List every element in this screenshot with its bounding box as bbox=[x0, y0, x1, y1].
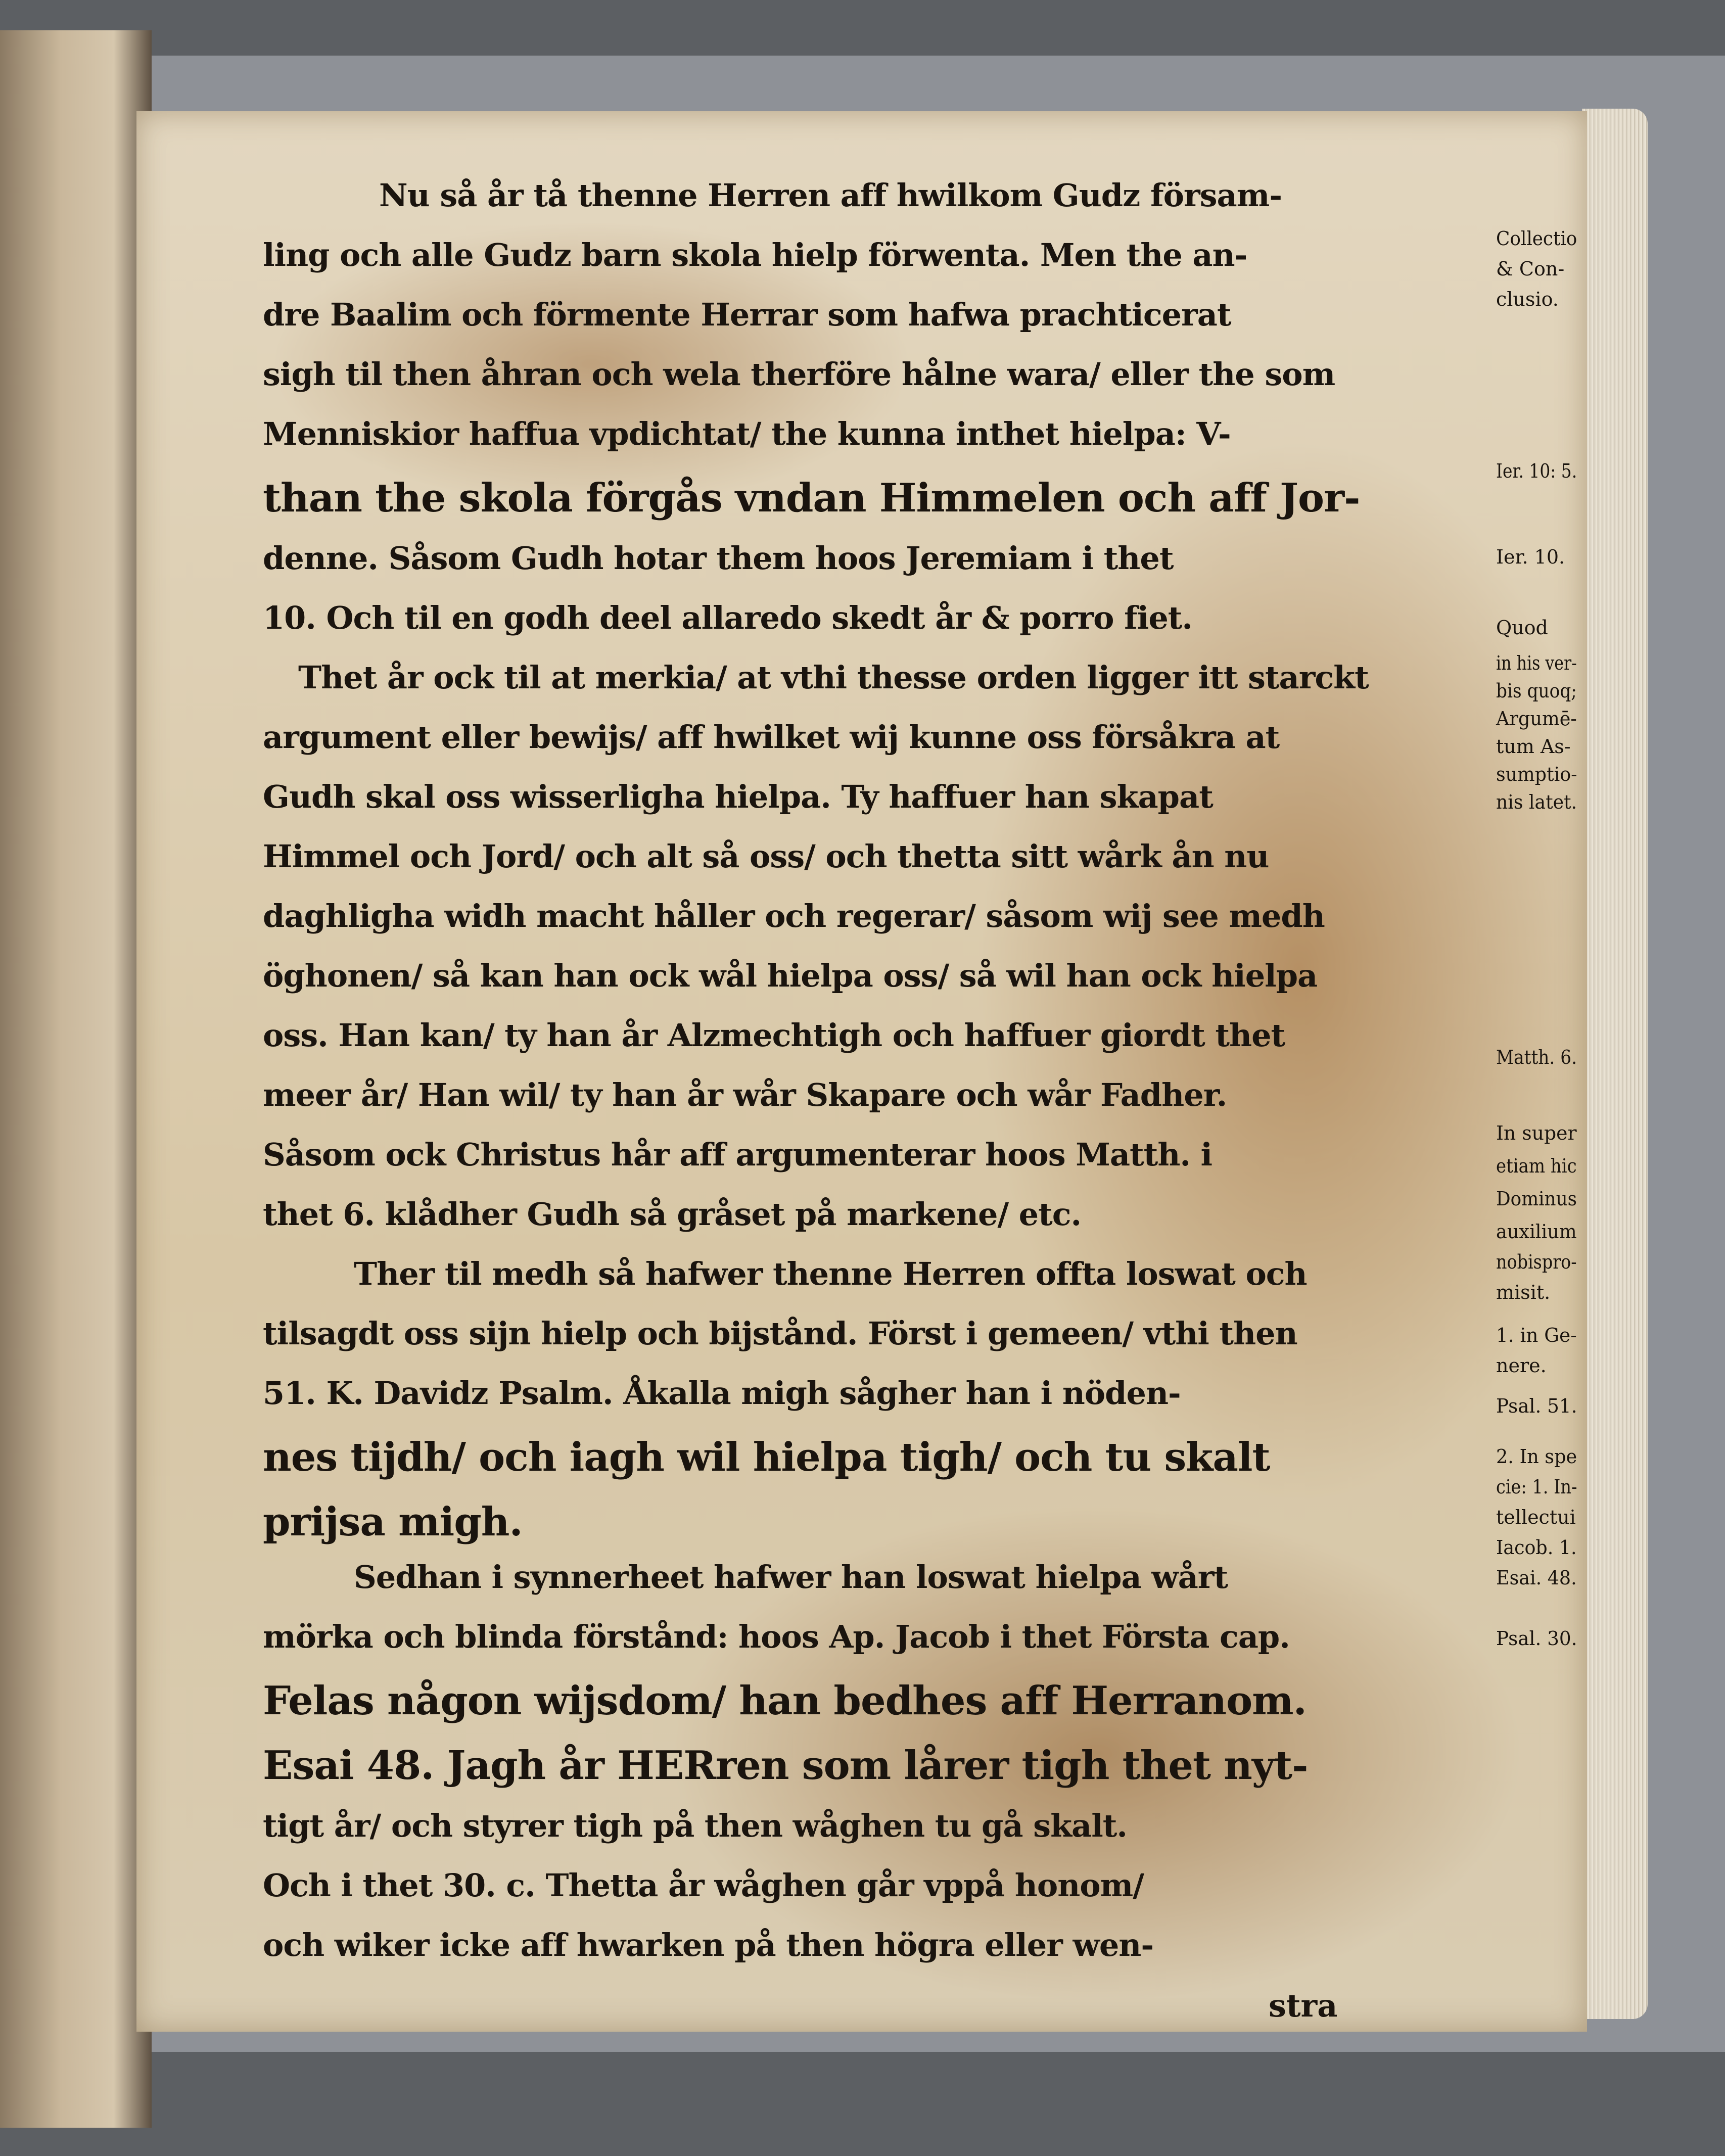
margin-note: Psal. 51. bbox=[1496, 1395, 1577, 1417]
margin-note: 2. In spe bbox=[1496, 1445, 1577, 1468]
text-line: Såsom ock Christus hår aff argumenterar hoos Matth. i bbox=[263, 1136, 1213, 1173]
margin-note: nis latet. bbox=[1496, 791, 1577, 813]
text-line: tilsagdt oss sijn hielp och bijstånd. Först i gemeen/ vthi then bbox=[263, 1315, 1297, 1352]
book-page bbox=[136, 111, 1587, 2032]
text-line: oss. Han kan/ ty han år Alzmechtigh och haffuer giordt thet bbox=[263, 1017, 1285, 1054]
margin-note: etiam hic bbox=[1496, 1155, 1577, 1177]
text-line: Och i thet 30. c. Thetta år wåghen går vppå honom/ bbox=[263, 1867, 1144, 1904]
text-line: öghonen/ så kan han ock wål hielpa oss/ så wil han ock hielpa bbox=[263, 957, 1318, 994]
text-line: Nu så år tå thenne Herren aff hwilkom Gudz försam- bbox=[379, 177, 1282, 214]
left-page-edge bbox=[0, 30, 152, 2128]
text-line: thet 6. klådher Gudh så gråset på markene/ etc. bbox=[263, 1196, 1082, 1233]
text-line: ling och alle Gudz barn skola hielp förwenta. Men the an- bbox=[263, 237, 1247, 273]
text-line: daghligha widh macht håller och regerar/ såsom wij see medh bbox=[263, 898, 1325, 934]
margin-note: nere. bbox=[1496, 1354, 1547, 1377]
text-line: Felas någon wijsdom/ han bedhes aff Herranom. bbox=[263, 1678, 1307, 1724]
margin-note: 1. in Ge- bbox=[1496, 1324, 1577, 1346]
text-line: Thet år ock til at merkia/ at vthi thesse orden ligger itt starckt bbox=[298, 659, 1369, 696]
text-line: meer år/ Han wil/ ty han år wår Skapare och wår Fadher. bbox=[263, 1076, 1227, 1113]
margin-note: cie: 1. In- bbox=[1496, 1476, 1577, 1498]
margin-note: clusio. bbox=[1496, 288, 1559, 310]
margin-note: Ier. 10. bbox=[1496, 546, 1565, 568]
text-line: prijsa migh. bbox=[263, 1499, 523, 1545]
text-line: dre Baalim och förmente Herrar som hafwa prachticerat bbox=[263, 296, 1231, 333]
margin-note: Matth. 6. bbox=[1496, 1046, 1577, 1068]
text-line: nes tijdh/ och iagh wil hielpa tigh/ och tu skalt bbox=[263, 1434, 1270, 1480]
margin-note: Quod bbox=[1496, 617, 1548, 639]
margin-note: Dominus bbox=[1496, 1188, 1577, 1210]
text-line: Esai 48. Jagh år HERren som lårer tigh thet nyt- bbox=[263, 1743, 1308, 1789]
text-line: 51. K. Davidz Psalm. Åkalla migh sågher han i nöden- bbox=[263, 1375, 1181, 1412]
margin-note: & Con- bbox=[1496, 258, 1565, 280]
catchword: stra bbox=[1269, 1987, 1338, 2024]
text-line: och wiker icke aff hwarken på then högra eller wen- bbox=[263, 1927, 1154, 1963]
margin-note: bis quoq; bbox=[1496, 680, 1577, 702]
text-line: denne. Såsom Gudh hotar them hoos Jeremiam i thet bbox=[263, 540, 1174, 577]
text-line: Ther til medh så hafwer thenne Herren offta loswat och bbox=[354, 1255, 1307, 1292]
margin-note: tum As- bbox=[1496, 735, 1571, 758]
text-line: Menniskior haffua vpdichtat/ the kunna inthet hielpa: V- bbox=[263, 415, 1231, 452]
margin-note: In super bbox=[1496, 1122, 1577, 1144]
text-line: argument eller bewijs/ aff hwilket wij kunne oss försåkra at bbox=[263, 719, 1280, 756]
text-line: mörka och blinda förstånd: hoos Ap. Jacob i thet Första cap. bbox=[263, 1618, 1290, 1655]
text-line: Sedhan i synnerheet hafwer han loswat hielpa wårt bbox=[354, 1559, 1228, 1596]
margin-note: Esai. 48. bbox=[1496, 1567, 1577, 1589]
margin-note: Psal. 30. bbox=[1496, 1627, 1577, 1650]
text-line: sigh til then åhran och wela therföre hålne wara/ eller the som bbox=[263, 356, 1335, 393]
text-line: Himmel och Jord/ och alt så oss/ och thetta sitt wårk ån nu bbox=[263, 838, 1269, 875]
margin-note: sumptio- bbox=[1496, 763, 1577, 785]
text-line: Gudh skal oss wisserligha hielpa. Ty haffuer han skapat bbox=[263, 778, 1213, 815]
text-line: tigt år/ och styrer tigh på then wåghen tu gå skalt. bbox=[263, 1807, 1127, 1844]
margin-note: Argumē- bbox=[1496, 708, 1577, 730]
margin-note: Ier. 10: 5. bbox=[1496, 460, 1577, 482]
margin-note: auxilium bbox=[1496, 1221, 1577, 1243]
margin-note: tellectui bbox=[1496, 1506, 1576, 1528]
margin-note: Collectio bbox=[1496, 227, 1577, 250]
margin-note: nobispro- bbox=[1496, 1251, 1577, 1273]
margin-note: Iacob. 1. bbox=[1496, 1536, 1577, 1559]
page-stack-edge bbox=[1582, 109, 1648, 2019]
text-line: 10. Och til en godh deel allaredo skedt år & porro fiet. bbox=[263, 599, 1192, 636]
margin-note: in his ver- bbox=[1496, 652, 1577, 674]
margin-note: misit. bbox=[1496, 1281, 1551, 1303]
text-line: than the skola förgås vndan Himmelen och aff Jor- bbox=[263, 475, 1360, 521]
